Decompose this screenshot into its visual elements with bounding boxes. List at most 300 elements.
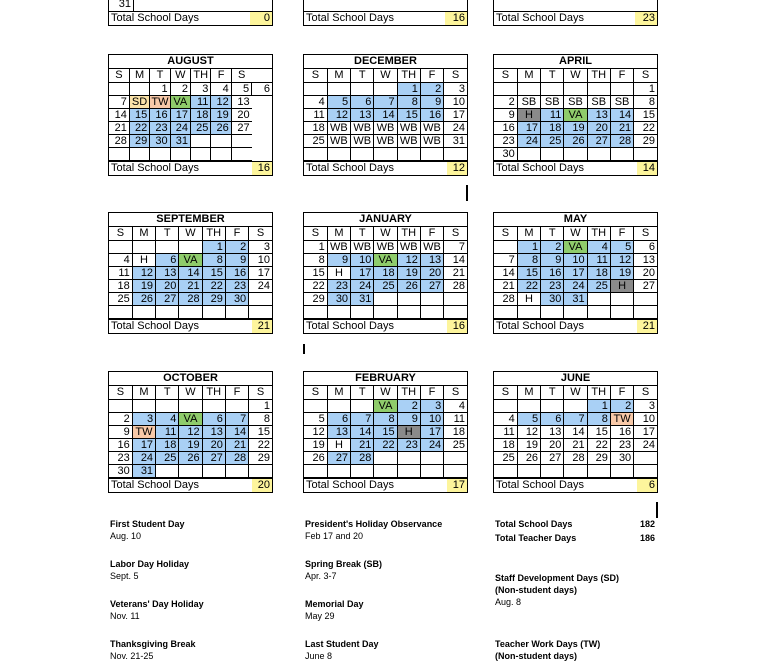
- weekday-header: F: [610, 227, 633, 240]
- weekday-header: S: [109, 69, 129, 82]
- day-cell: 4: [109, 253, 132, 266]
- day-cell: [150, 147, 170, 160]
- weekday-header: S: [634, 69, 657, 82]
- day-cell: [541, 147, 564, 160]
- info-title: Memorial Day: [305, 599, 364, 609]
- day-cell: [351, 82, 374, 95]
- day-cell: 21: [564, 438, 587, 451]
- day-cell: 31: [170, 134, 190, 147]
- day-cell: [351, 399, 374, 412]
- day-cell: 1: [249, 399, 272, 412]
- day-cell: [610, 305, 633, 318]
- weekday-header: T: [150, 69, 170, 82]
- weekday-header: F: [610, 69, 633, 82]
- day-cell: H: [397, 425, 420, 438]
- day-cell: 24: [564, 279, 587, 292]
- info-detail: June 8: [305, 651, 333, 661]
- day-cell: 2: [225, 240, 248, 253]
- day-cell: 16: [610, 425, 633, 438]
- day-cell: 9: [541, 253, 564, 266]
- weekday-header: TH: [202, 386, 225, 399]
- day-cell: 19: [517, 438, 540, 451]
- day-cell: 27: [327, 451, 350, 464]
- day-cell: 30: [494, 147, 517, 160]
- total-value: 23: [635, 12, 657, 25]
- day-cell: [156, 399, 179, 412]
- day-cell: 20: [156, 279, 179, 292]
- day-cell: [517, 305, 540, 318]
- day-cell: [179, 399, 202, 412]
- total-label: Total School Days: [111, 161, 200, 174]
- day-cell: VA: [564, 108, 587, 121]
- day-cell: TW: [610, 412, 633, 425]
- day-cell: 16: [225, 266, 248, 279]
- weekday-header: S: [249, 386, 272, 399]
- day-cell: 24: [420, 438, 443, 451]
- total-value: 6: [637, 479, 657, 492]
- calendar-january: [303, 212, 468, 334]
- weekday-header: S: [634, 386, 657, 399]
- day-cell: VA: [374, 253, 397, 266]
- day-cell: [444, 451, 467, 464]
- day-cell: [494, 305, 517, 318]
- day-cell: [397, 305, 420, 318]
- day-cell: [634, 147, 657, 160]
- weekday-header: T: [351, 227, 374, 240]
- day-cell: 30: [109, 464, 132, 477]
- month-title: OCTOBER: [109, 372, 272, 386]
- day-cell: 16: [109, 438, 132, 451]
- day-cell: 31: [564, 292, 587, 305]
- day-cell: 28: [225, 451, 248, 464]
- day-cell: [202, 399, 225, 412]
- day-cell: [156, 305, 179, 318]
- day-cell: 2: [397, 399, 420, 412]
- day-cell: 3: [191, 82, 211, 95]
- day-cell: [225, 464, 248, 477]
- total-school-days-row: [109, 478, 272, 492]
- day-cell: 4: [494, 412, 517, 425]
- info-title: Spring Break (SB): [305, 559, 383, 569]
- day-cell: 17: [564, 266, 587, 279]
- day-cell: 1: [587, 399, 610, 412]
- day-cell: 8: [304, 253, 327, 266]
- day-cell: 22: [517, 279, 540, 292]
- day-cell: 29: [129, 134, 149, 147]
- day-cell: 26: [397, 279, 420, 292]
- month-grid: [494, 227, 657, 319]
- day-cell: 28: [610, 134, 633, 147]
- weekday-header: M: [517, 386, 540, 399]
- month-grid: [304, 227, 467, 319]
- day-cell: [351, 464, 374, 477]
- day-cell: [327, 399, 350, 412]
- day-cell: [610, 464, 633, 477]
- day-cell: 17: [634, 425, 657, 438]
- day-cell: 21: [109, 121, 129, 134]
- day-cell: WB: [397, 121, 420, 134]
- info-title: Last Student Day: [305, 639, 379, 649]
- day-cell: 7: [109, 95, 129, 108]
- day-cell: [156, 464, 179, 477]
- info-presidents-holiday: [305, 518, 442, 542]
- day-cell: 8: [634, 95, 657, 108]
- month-grid: [494, 386, 657, 478]
- day-cell: 27: [634, 279, 657, 292]
- weekday-header: W: [564, 227, 587, 240]
- day-cell: 14: [374, 108, 397, 121]
- weekday-header: S: [444, 69, 467, 82]
- info-detail: Nov. 21-25: [110, 651, 154, 661]
- month-title: FEBRUARY: [304, 372, 467, 386]
- day-cell: H: [610, 279, 633, 292]
- day-cell: 5: [231, 82, 251, 95]
- day-cell: 27: [541, 451, 564, 464]
- day-cell: 31: [351, 292, 374, 305]
- day-cell: [541, 464, 564, 477]
- day-cell: 29: [634, 134, 657, 147]
- day-cell: [304, 399, 327, 412]
- weekday-header: TH: [397, 69, 420, 82]
- weekday-header: S: [444, 227, 467, 240]
- day-cell: [397, 147, 420, 160]
- day-cell: 11: [587, 253, 610, 266]
- day-cell: [564, 305, 587, 318]
- day-cell: [191, 134, 211, 147]
- total-label: Total School Days: [111, 12, 200, 24]
- summary-value: 182: [639, 519, 655, 529]
- day-cell: 23: [150, 121, 170, 134]
- day-cell: [397, 292, 420, 305]
- weekday-header: S: [109, 227, 132, 240]
- day-cell: [202, 305, 225, 318]
- info-detail: Aug. 10: [110, 531, 142, 541]
- summary-school-days: [495, 517, 655, 531]
- info-detail: Feb 17 and 20: [305, 531, 364, 541]
- day-cell: 2: [610, 399, 633, 412]
- day-cell: 11: [109, 266, 132, 279]
- day-cell: [517, 464, 540, 477]
- total-school-days-row: [304, 319, 467, 333]
- month-grid: [304, 386, 467, 478]
- total-value: 16: [447, 320, 467, 333]
- day-cell: WB: [420, 134, 443, 147]
- day-cell: [634, 451, 657, 464]
- day-cell: [231, 147, 251, 160]
- day-cell: 15: [587, 425, 610, 438]
- day-cell: 21: [610, 121, 633, 134]
- info-detail: Apr. 3-7: [305, 571, 337, 581]
- info-subtitle: (Non-student days): [495, 585, 577, 595]
- day-cell: [397, 451, 420, 464]
- day-cell: 2: [494, 95, 517, 108]
- day-cell: [225, 399, 248, 412]
- info-title: First Student Day: [110, 519, 185, 529]
- day-cell: 3: [249, 240, 272, 253]
- day-cell: 27: [587, 134, 610, 147]
- info-detail: Nov. 11: [110, 611, 140, 621]
- weekday-header: S: [444, 386, 467, 399]
- day-cell: 16: [494, 121, 517, 134]
- day-cell: 9: [109, 425, 132, 438]
- calendar-may: [493, 212, 658, 334]
- total-school-days-row: [304, 478, 467, 492]
- day-cell: 28: [351, 451, 374, 464]
- day-cell: 6: [202, 412, 225, 425]
- partial-calendar-1: [108, 0, 273, 26]
- day-cell: 21: [494, 279, 517, 292]
- day-cell: 7: [494, 253, 517, 266]
- day-cell: [494, 82, 517, 95]
- day-cell: TW: [132, 425, 155, 438]
- day-cell: [587, 464, 610, 477]
- weekday-header: T: [541, 69, 564, 82]
- divider-line: [656, 502, 658, 518]
- day-cell: 25: [191, 121, 211, 134]
- day-cell: 28: [494, 292, 517, 305]
- month-title: APRIL: [494, 55, 657, 69]
- calendar-february: [303, 371, 468, 493]
- day-cell: 12: [517, 425, 540, 438]
- day-cell: [587, 82, 610, 95]
- day-cell: 22: [304, 279, 327, 292]
- day-cell: 17: [517, 121, 540, 134]
- total-value: 21: [637, 320, 657, 333]
- day-cell: WB: [397, 240, 420, 253]
- day-cell: 29: [587, 451, 610, 464]
- day-cell: 1: [517, 240, 540, 253]
- month-title: SEPTEMBER: [109, 213, 272, 227]
- day-cell: 19: [610, 266, 633, 279]
- day-cell: 24: [132, 451, 155, 464]
- day-cell: 10: [444, 95, 467, 108]
- day-cell: 22: [374, 438, 397, 451]
- weekday-header: M: [327, 227, 350, 240]
- day-cell: SB: [587, 95, 610, 108]
- total-label: Total School Days: [111, 319, 200, 332]
- day-cell: 19: [179, 438, 202, 451]
- weekday-header: S: [249, 227, 272, 240]
- day-cell: [132, 305, 155, 318]
- day-cell: 23: [109, 451, 132, 464]
- day-cell: [610, 147, 633, 160]
- day-cell: [587, 147, 610, 160]
- day-cell: 27: [420, 279, 443, 292]
- day-cell: 22: [634, 121, 657, 134]
- weekday-header: T: [156, 227, 179, 240]
- weekday-header: S: [494, 69, 517, 82]
- day-cell: VA: [374, 399, 397, 412]
- weekday-header: TH: [191, 69, 211, 82]
- day-cell: VA: [179, 412, 202, 425]
- day-cell: 18: [156, 438, 179, 451]
- calendar-april: [493, 54, 658, 176]
- day-cell: [541, 305, 564, 318]
- day-cell: 22: [129, 121, 149, 134]
- day-cell: 11: [304, 108, 327, 121]
- day-cell: 12: [610, 253, 633, 266]
- day-cell: [397, 464, 420, 477]
- day-cell: 5: [327, 95, 350, 108]
- day-cell: 21: [351, 438, 374, 451]
- day-cell: 25: [587, 279, 610, 292]
- month-grid: [304, 69, 467, 161]
- total-value: 17: [447, 479, 467, 492]
- day-cell: 27: [202, 451, 225, 464]
- day-cell: 14: [109, 108, 129, 121]
- day-cell: [374, 292, 397, 305]
- calendar-october: [108, 371, 273, 493]
- day-cell: 4: [211, 82, 231, 95]
- day-cell: 14: [351, 425, 374, 438]
- day-cell: 8: [202, 253, 225, 266]
- day-cell: [444, 147, 467, 160]
- day-cell: 11: [191, 95, 211, 108]
- weekday-header: W: [564, 386, 587, 399]
- calendar-june: [493, 371, 658, 493]
- day-cell: 1: [304, 240, 327, 253]
- info-thanksgiving: [110, 638, 196, 662]
- weekday-header: W: [374, 227, 397, 240]
- day-cell: SB: [541, 95, 564, 108]
- day-cell: 25: [109, 292, 132, 305]
- day-cell: 6: [156, 253, 179, 266]
- day-cell: 22: [249, 438, 272, 451]
- day-cell: 28: [444, 279, 467, 292]
- day-cell: 20: [634, 266, 657, 279]
- day-cell: [211, 134, 231, 147]
- total-value: 16: [445, 12, 467, 25]
- day-cell: [109, 147, 129, 160]
- day-cell: 16: [541, 266, 564, 279]
- total-value: 16: [252, 162, 272, 175]
- day-cell: [109, 305, 132, 318]
- summary-teacher-work-days: [495, 638, 600, 662]
- day-cell: 20: [202, 438, 225, 451]
- day-cell: 5: [517, 412, 540, 425]
- month-title: AUGUST: [109, 55, 272, 69]
- divider-line: [303, 344, 305, 354]
- day-cell: 24: [170, 121, 190, 134]
- day-cell: [304, 82, 327, 95]
- partial-last-row: [109, 0, 272, 12]
- day-cell: [420, 464, 443, 477]
- day-cell: 14: [610, 108, 633, 121]
- day-cell: 6: [541, 412, 564, 425]
- day-cell: 12: [327, 108, 350, 121]
- day-cell: 25: [494, 451, 517, 464]
- day-cell: WB: [351, 121, 374, 134]
- weekday-header: TH: [587, 386, 610, 399]
- day-cell: 1: [150, 82, 170, 95]
- day-cell: 3: [420, 399, 443, 412]
- day-cell: 21: [444, 266, 467, 279]
- day-cell: 4: [304, 95, 327, 108]
- weekday-header: F: [420, 227, 443, 240]
- total-label: Total School Days: [496, 319, 585, 332]
- day-cell: 7: [351, 412, 374, 425]
- weekday-header: M: [132, 227, 155, 240]
- day-cell: 18: [541, 121, 564, 134]
- weekday-header: M: [517, 227, 540, 240]
- weekday-header: TH: [202, 227, 225, 240]
- info-labor-day: [110, 558, 189, 582]
- day-cell: 13: [541, 425, 564, 438]
- day-cell: 23: [494, 134, 517, 147]
- weekday-header: T: [351, 386, 374, 399]
- day-cell: 19: [397, 266, 420, 279]
- weekday-header: M: [129, 69, 149, 82]
- day-cell: 30: [610, 451, 633, 464]
- day-cell: 15: [129, 108, 149, 121]
- partial-last-row: [494, 0, 657, 12]
- day-cell: 18: [494, 438, 517, 451]
- day-cell: 21: [179, 279, 202, 292]
- total-value: 0: [250, 12, 272, 25]
- total-school-days-row: [109, 161, 272, 175]
- weekday-header: S: [109, 386, 132, 399]
- day-cell: SB: [564, 95, 587, 108]
- day-cell: 17: [170, 108, 190, 121]
- weekday-header: S: [494, 386, 517, 399]
- day-cell: [564, 464, 587, 477]
- day-cell: 14: [225, 425, 248, 438]
- summary-label: Total Teacher Days: [495, 533, 577, 543]
- day-cell: [587, 292, 610, 305]
- day-cell: 25: [374, 279, 397, 292]
- day-cell: 6: [634, 240, 657, 253]
- day-cell: 16: [420, 108, 443, 121]
- weekday-header: F: [610, 386, 633, 399]
- summary-value: 186: [639, 533, 655, 543]
- day-cell: 24: [517, 134, 540, 147]
- day-cell: [327, 305, 350, 318]
- day-cell: 14: [179, 266, 202, 279]
- divider-line: [466, 185, 468, 201]
- info-last-student-day: [305, 638, 379, 662]
- day-cell: 13: [351, 108, 374, 121]
- partial-calendar-2: [303, 0, 468, 26]
- day-cell: [156, 240, 179, 253]
- day-cell: 27: [231, 121, 251, 134]
- weekday-header: T: [351, 69, 374, 82]
- day-cell: [179, 464, 202, 477]
- day-cell: WB: [420, 240, 443, 253]
- day-cell: VA: [564, 240, 587, 253]
- day-cell: 2: [109, 412, 132, 425]
- day-cell: 8: [587, 412, 610, 425]
- weekday-header: W: [170, 69, 190, 82]
- day-cell: 29: [202, 292, 225, 305]
- day-cell: [132, 240, 155, 253]
- day-cell: 18: [444, 425, 467, 438]
- day-cell: 4: [587, 240, 610, 253]
- day-cell: [129, 147, 149, 160]
- total-value: 12: [447, 162, 467, 175]
- day-cell: [444, 464, 467, 477]
- day-cell: [420, 451, 443, 464]
- day-cell: 23: [225, 279, 248, 292]
- partial-total-row: [304, 12, 467, 25]
- weekday-header: S: [304, 386, 327, 399]
- info-title: Veterans' Day Holiday: [110, 599, 204, 609]
- day-cell: 15: [304, 266, 327, 279]
- day-cell: WB: [327, 240, 350, 253]
- day-cell: 7: [444, 240, 467, 253]
- day-cell: 24: [351, 279, 374, 292]
- day-cell: 4: [444, 399, 467, 412]
- day-cell: [179, 240, 202, 253]
